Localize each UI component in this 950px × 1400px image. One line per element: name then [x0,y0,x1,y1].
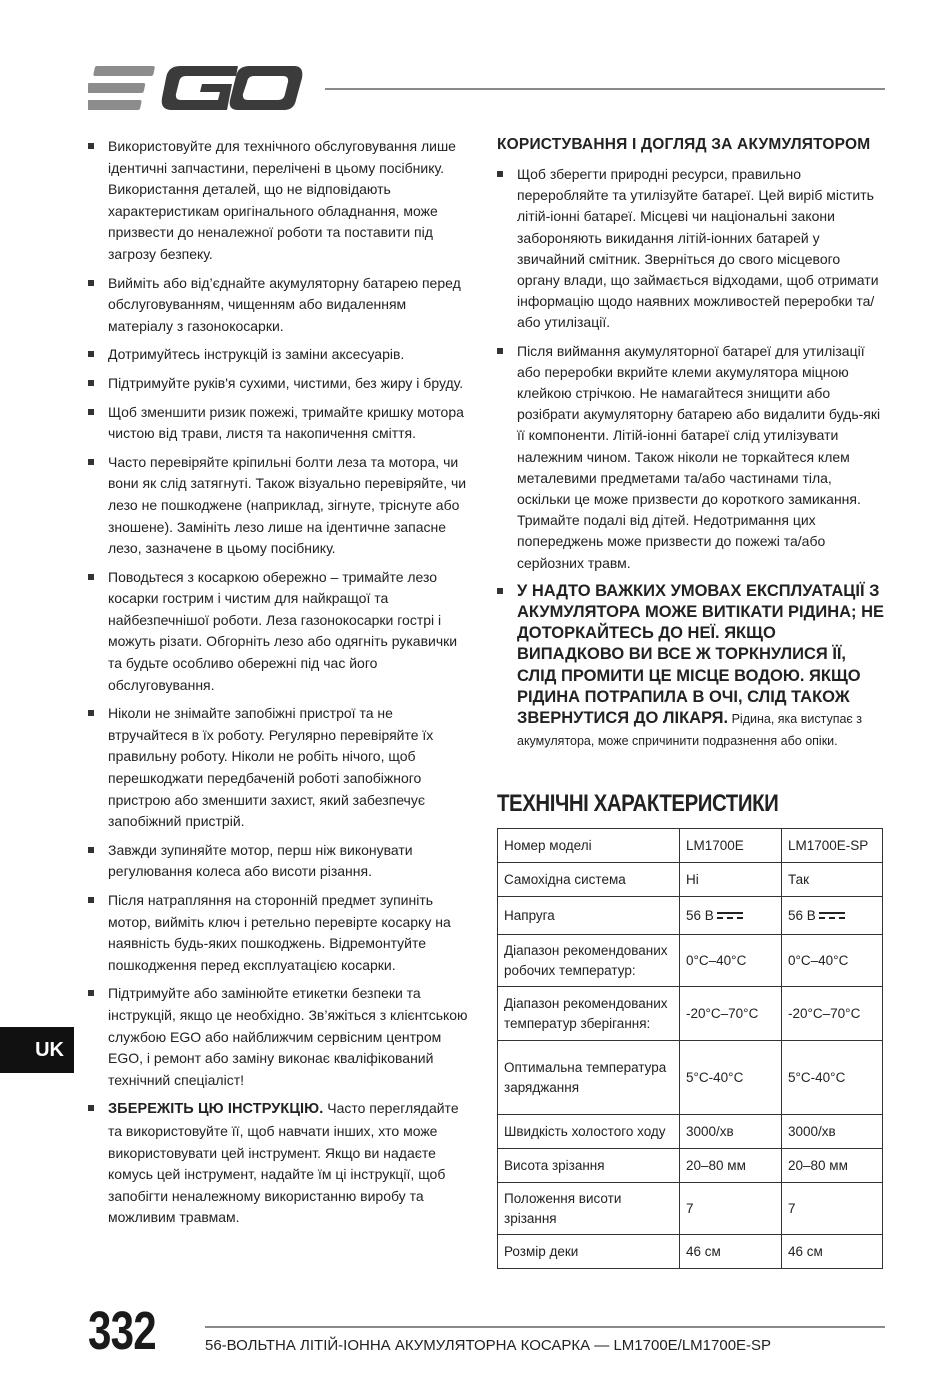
list-item: Щоб зменшити ризик пожежі, тримайте кришку мотора чистою від трави, листя та накопичення сміття. [88,402,468,445]
spec-value: 0°C–40°C [782,935,883,987]
spec-value: 20–80 мм [782,1149,883,1183]
table-row [498,1115,883,1149]
battery-warning-caps: У НАДТО ВАЖКИХ УМОВАХ ЕКСПЛУАТАЦІЇ З АКУМУЛЯТОРА МОЖЕ ВИТІКАТИ РІДИНА; НЕ ДОТОРКАЙТЕСЬ ДО НЕЇ. ЯКЩО ВИПАДКОВО ВИ ВСЕ Ж ТОРКНУЛИСЯ ЇЇ, СЛІД ПРОМИТИ ЦЕ МІСЦЕ ВОДОЮ. ЯКЩО РІДИНА ПОТРАПИЛА В ОЧІ, СЛІД ТАКОЖ ЗВЕРНУТИСЯ ДО ЛІКАРЯ. [517,581,885,728]
table-row [498,1235,883,1269]
battery-warning-note: Рідина, яка виступає з акумулятора, може спричинити подразнення або опіки. [517,712,863,749]
page-number: 332 [88,1301,156,1361]
table-row [498,829,883,863]
table-row [498,987,883,1041]
table-row [498,1149,883,1183]
list-item: Підтримуйте руків'я сухими, чистими, без жиру і бруду. [88,373,468,395]
spec-value: 5°C-40°C [680,1041,782,1115]
list-item: Використовуйте для технічного обслуговування лише ідентичні запчастини, перелічені в цьому посібнику. Використання деталей, що не відповідають характеристикам оригінального обладнання, може призвести до неналежної роботи та поставити під загрозу безпеку. [88,136,468,266]
bullet-icon [88,990,94,996]
table-row [498,897,883,935]
bullet-icon [497,348,503,354]
battery-list [497,164,885,752]
spec-value: -20°C–70°C [782,987,883,1041]
spec-label: Діапазон рекомендованих робочих температур: [498,935,680,987]
spec-value: 7 [782,1183,883,1235]
spec-value: Так [782,863,883,897]
spec-value: -20°C–70°C [680,987,782,1041]
bullet-icon [88,351,94,357]
spec-label: Оптимальна температура заряджання [498,1041,680,1115]
footer-title: 56-ВОЛЬТНА ЛІТІЙ-ІОННА АКУМУЛЯТОРНА КОСАРКА — LM1700E/LM1700E-SP [205,1337,772,1354]
spec-value: 20–80 мм [680,1149,782,1183]
spec-value: 7 [680,1183,782,1235]
table-row [498,863,883,897]
list-item: Завжди зупиняйте мотор, перш ніж виконувати регулювання колеса або висоти різання. [88,840,468,883]
list-item: Дотримуйтесь інструкцій із заміни аксесуарів. [88,344,468,366]
spec-value: 46 см [680,1235,782,1269]
spec-label: Висота зрізання [498,1149,680,1183]
list-item: Щоб зберегти природні ресурси, правильно переробляйте та утилізуйте батареї. Цей виріб містить літій-іонні батареї. Місцеві чи національні закони забороняють викидання літій-іонних батарей у звичайний смітник. Зверніться до свого місцевого органу влади, що займається відходами, щоб отримати інформацію щодо наявних можливостей переробки та/або утилізації. [497,164,885,334]
safety-list [88,136,468,1229]
list-item: Підтримуйте або замінюйте етикетки безпеки та інструкцій, якщо це необхідно. Зв’яжіться з клієнтською службою EGO або найближчим сервісним центром EGO, і ремонт або заміну виконає кваліфікований технічний спеціаліст! [88,983,468,1091]
spec-value: 5°C-40°C [782,1041,883,1115]
tech-spec-heading: ТЕХНІЧНІ ХАРАКТЕРИСТИКИ [497,790,779,817]
ego-logo [88,62,303,114]
battery-section-heading: КОРИСТУВАННЯ І ДОГЛЯД ЗА АКУМУЛЯТОРОМ [497,136,871,153]
spec-value: LM1700E [680,829,782,863]
bullet-icon [88,409,94,415]
spec-value-voltage: 56 В [782,897,883,935]
dc-current-icon [717,912,743,920]
left-column [88,136,468,1236]
list-item: Поводьтеся з косаркою обережно – тримайте лезо косарки гострим і чистим для найкращої та найбезпечнішої роботи. Леза газонокосарки гострі і можуть різати. Обгорніть лезо або одягніть рукавички та будьте особливо обережні під час його обслуговування. [88,567,468,697]
spec-label: Розмір деки [498,1235,680,1269]
spec-label: Самохідна система [498,863,680,897]
spec-value: 0°C–40°C [680,935,782,987]
bullet-icon [88,1105,94,1111]
spec-label: Діапазон рекомендованих температур зберігання: [498,987,680,1041]
bullet-icon [497,171,503,177]
bullet-icon [88,380,94,386]
right-column [497,136,885,759]
spec-table [497,828,883,1269]
spec-value-voltage: 56 В [680,897,782,935]
list-item: Вийміть або від’єднайте акумуляторну батарею перед обслуговуванням, чищенням або видаленням матеріалу з газонокосарки. [88,273,468,338]
spec-value: 3000/хв [680,1115,782,1149]
bullet-icon [88,459,94,465]
list-item-battery-warning [497,581,885,753]
spec-label: Положення висоти зрізання [498,1183,680,1235]
spec-label: Напруга [498,897,680,935]
bullet-icon [88,897,94,903]
save-instructions-lead: ЗБЕРЕЖІТЬ ЦЮ ІНСТРУКЦІЮ. [108,1101,324,1118]
list-item: Після натрапляння на сторонній предмет зупиніть мотор, вийміть ключ і ретельно перевірте косарку на наявність будь-яких пошкоджень. Відремонтуйте пошкодження перед експлуатацією косарки. [88,890,468,976]
bullet-icon [88,143,94,149]
header-rule [325,88,885,90]
table-row [498,1041,883,1115]
list-item: Після виймання акумуляторної батареї для утилізації або переробки вкрийте клеми акумулятора міцною клейкою стрічкою. Не намагайтеся знищити або розібрати акумуляторну батарею або видалити будь-які її компоненти. Літій-іонні батареї слід утилізувати належним чином. Також ніколи не торкайтеся клем металевими предметами та/або частинами тіла, оскільки це може призвести до короткого замикання. Тримайте подалі від дітей. Недотримання цих попереджень може призвести до пожежі та/або серйозних травм. [497,341,885,574]
bullet-icon [88,574,94,580]
bullet-icon [88,280,94,286]
language-tab: UK [0,1027,74,1073]
bullet-icon [497,588,503,594]
table-row [498,1183,883,1235]
list-item: Ніколи не знімайте запобіжні пристрої та не втручайтеся в їх роботу. Регулярно перевіряйте їх правильну роботу. Ніколи не робіть нічого, щоб перешкоджати передбаченій роботі запобіжного пристрою або зменшити захист, який забезпечує запобіжний пристрій. [88,703,468,833]
spec-value: 3000/хв [782,1115,883,1149]
footer-rule [205,1326,885,1328]
spec-value: Ні [680,863,782,897]
dc-current-icon [819,912,845,920]
list-item-save-instructions: ЗБЕРЕЖІТЬ ЦЮ ІНСТРУКЦІЮ. Часто переглядайте та використовуйте її, щоб навчати інших, хто може використовувати цей інструмент. Якщо ви надаєте комусь цей інструмент, надайте їм ці інструкції, щоб запобігти неналежному використанню виробу та можливим травмам. [88,1098,468,1229]
spec-value: 46 см [782,1235,883,1269]
spec-value: LM1700E-SP [782,829,883,863]
table-row [498,935,883,987]
list-item: Часто перевіряйте кріпильні болти леза та мотора, чи вони як слід затягнуті. Також візуально перевіряйте, чи лезо не пошкоджене (наприклад, зігнуте, тріснуте або зношене). Замініть лезо лише на ідентичне запасне лезо, зазначене в цьому посібнику. [88,452,468,560]
bullet-icon [88,710,94,716]
spec-label: Номер моделі [498,829,680,863]
spec-label: Швидкість холостого ходу [498,1115,680,1149]
bullet-icon [88,847,94,853]
